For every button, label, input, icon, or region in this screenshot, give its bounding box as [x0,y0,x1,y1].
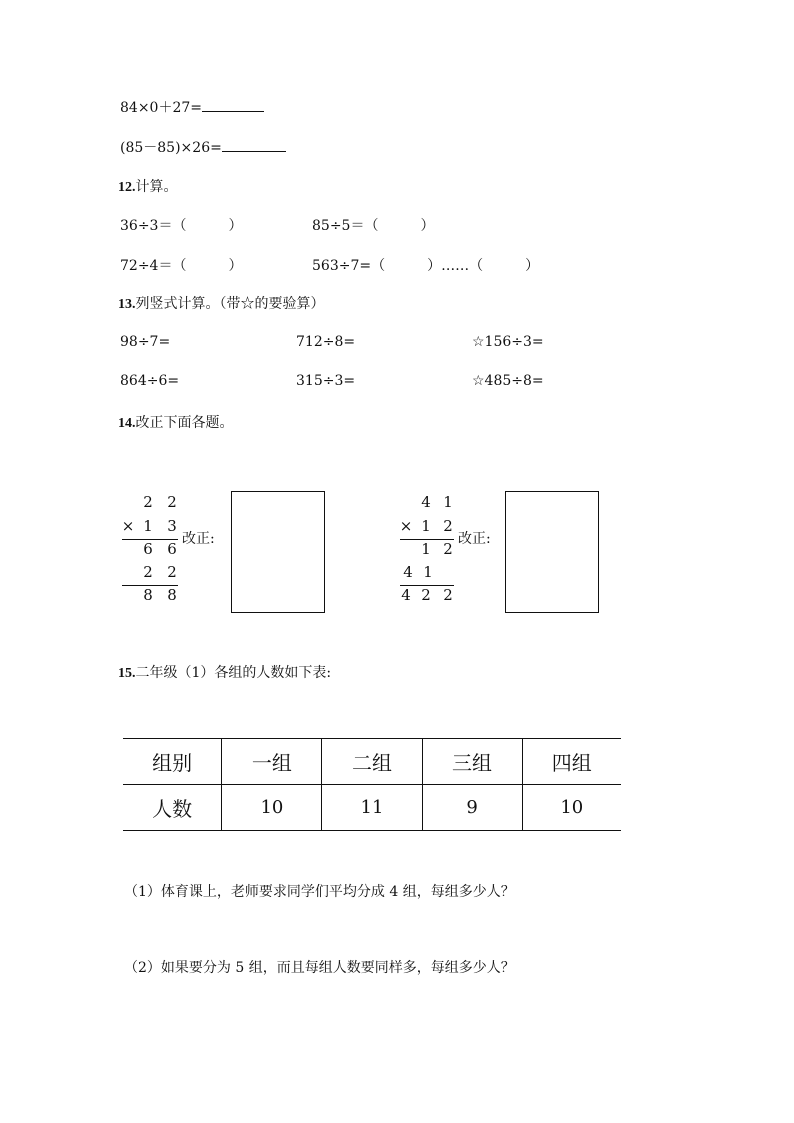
digit: 4 [421,493,431,511]
table-cell: 10 [222,785,322,831]
q15-subquestion-1: （1）体育课上，老师要求同学们平均分成 4 组，每组多少人？ [124,884,515,900]
correction-answer-box[interactable] [231,491,325,613]
digit: 2 [443,586,453,604]
q12-heading [118,176,178,196]
digit: 6 [143,540,153,558]
table-header-cell: 二组 [322,739,422,785]
times-sign: × [399,517,413,535]
table-header-cell: 一组 [222,739,322,785]
digit: 2 [167,493,177,511]
digit: 1 [421,517,431,535]
q11-line1-text: 84×0＋27= [120,100,202,116]
digit: 6 [167,540,177,558]
digit: 2 [143,563,153,581]
q13-item: 98÷7= [120,334,171,350]
correction-answer-box[interactable] [505,491,599,613]
table-header-cell: 四组 [522,739,621,785]
question-number: 12. [118,180,136,195]
q13-item: 712÷8= [296,334,356,350]
question-title: 计算。 [135,179,178,195]
q13-item: 864÷6= [120,373,180,389]
q13-heading [118,293,325,313]
correction-label: 改正: [182,531,215,547]
answer-blank[interactable] [222,150,286,152]
digit: 8 [143,586,153,604]
digit: 2 [143,493,153,511]
digit: 1 [421,540,431,558]
digit: 4 [401,586,411,604]
question-title: 改正下面各题。 [135,415,234,431]
question-title: 列竖式计算。（带☆的要验算） [135,296,325,312]
q13-item: 315÷3= [296,373,356,389]
digit: 2 [443,517,453,535]
digit: 2 [421,586,431,604]
digit: 8 [167,586,177,604]
table-cell: 9 [422,785,522,831]
table-row [123,785,621,831]
digit: 1 [423,563,433,581]
q12-item: 36÷3＝（ ） [120,218,243,234]
q11-line2 [120,137,286,157]
digit: 2 [167,563,177,581]
question-number: 15. [118,666,136,681]
times-sign: × [121,517,135,535]
digit: 1 [143,517,153,535]
digit: 3 [167,517,177,535]
q13-item: ☆485÷8= [472,373,544,389]
digit: 1 [443,493,453,511]
group-count-table [123,738,621,831]
table-cell: 11 [322,785,422,831]
correction-label: 改正: [458,531,491,547]
digit: 2 [443,540,453,558]
q15-subquestion-2: （2）如果要分为 5 组，而且每组人数要同样多，每组多少人？ [124,960,515,976]
question-title: 二年级（1）各组的人数如下表: [135,665,332,681]
table-cell: 10 [522,785,621,831]
q11-line2-text: (85－85)×26= [120,140,222,156]
table-header-cell: 三组 [422,739,522,785]
q13-item: ☆156÷3= [472,334,544,350]
q12-item: 72÷4＝（ ） [120,258,243,274]
answer-blank[interactable] [202,110,264,112]
q15-heading [118,662,331,682]
table-row-label: 人数 [123,785,222,831]
digit: 4 [403,563,413,581]
q12-item: 563÷7=（ ）……（ ） [312,258,540,274]
question-number: 14. [118,416,136,431]
table-header-row [123,739,621,785]
question-number: 13. [118,297,136,312]
q11-line1 [120,97,264,117]
table-header-cell: 组别 [123,739,222,785]
q14-heading [118,412,234,432]
q12-item: 85÷5＝（ ） [312,218,435,234]
